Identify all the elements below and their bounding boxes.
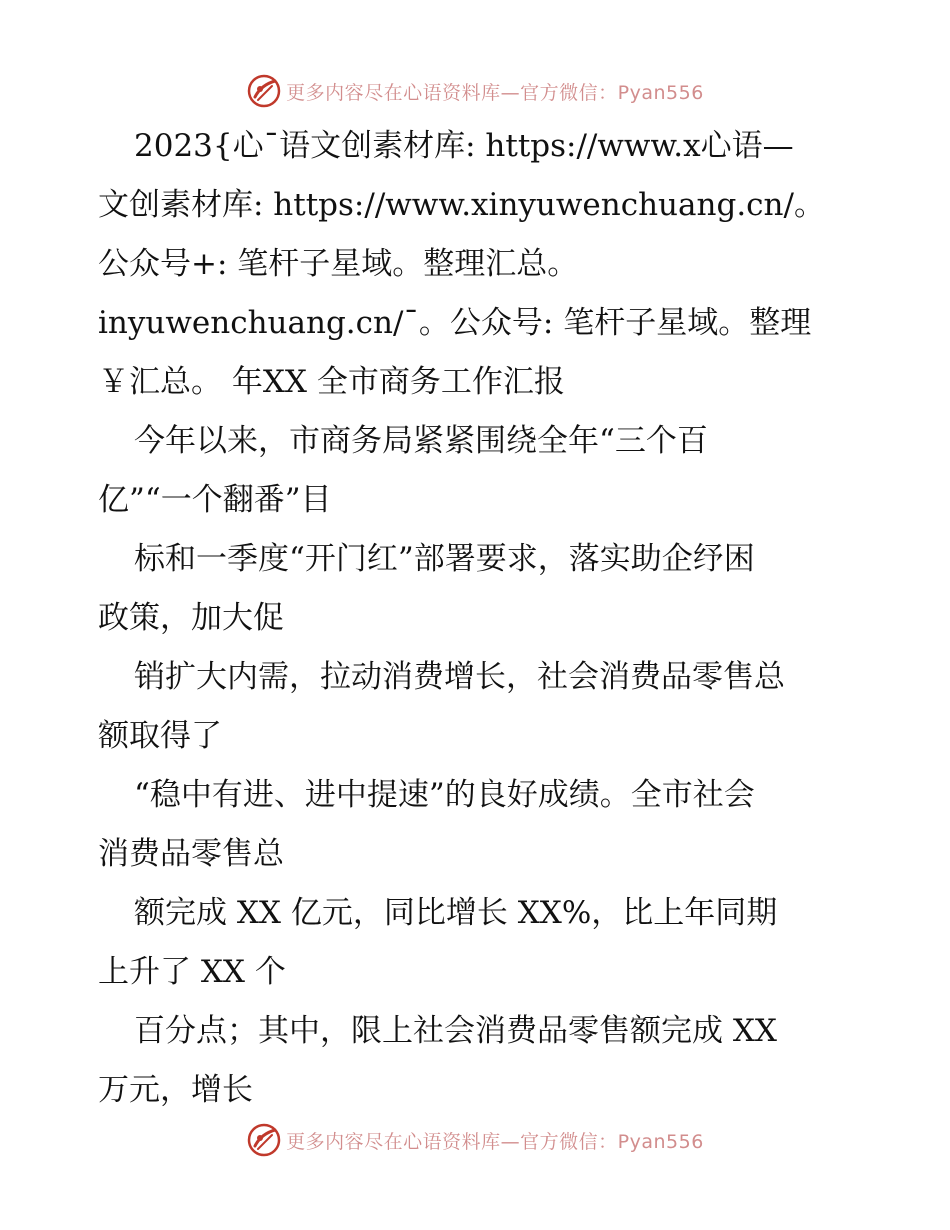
body-line: ￥汇总。 年XX 全市商务工作汇报 — [98, 364, 565, 400]
header-banner — [0, 71, 950, 111]
body-line: 文创素材库: https://www.xinyuwenchuang.cn/。 — [98, 187, 825, 223]
seal-logo-icon — [246, 73, 282, 109]
body-line: 亿”“一个翻番”目 — [98, 482, 332, 518]
body-line: 额取得了 — [98, 718, 222, 754]
body-line: 销扩大内需，拉动消费增长，社会消费品零售总 — [134, 659, 785, 695]
body-line: 消费品零售总 — [98, 836, 284, 872]
footer-wechat-text: —官方微信：Pyan556 — [500, 1130, 704, 1153]
seal-logo-icon — [246, 1122, 282, 1158]
body-line: 公众号+: 笔杆子星域。整理汇总。 — [98, 246, 579, 282]
body-line: 万元，增长 — [98, 1072, 253, 1108]
footer-banner-text — [286, 1127, 704, 1154]
body-line: 2023{心¯语文创素材库: https://www.x心语— — [134, 128, 794, 164]
header-wechat-text: —官方微信：Pyan556 — [500, 81, 704, 104]
body-line: 上升了 XX 个 — [98, 954, 286, 990]
body-line: inyuwenchuang.cn/¯。公众号: 笔杆子星域。整理 — [98, 305, 812, 341]
header-banner-text — [286, 78, 704, 105]
body-line: 今年以来，市商务局紧紧围绕全年“三个百 — [134, 423, 708, 459]
body-line: 百分点；其中，限上社会消费品零售额完成 XX — [134, 1013, 777, 1049]
footer-site-text: 更多内容尽在心语资料库 — [286, 1130, 501, 1153]
body-line: 标和一季度“开门红”部署要求，落实助企纾困 — [134, 541, 755, 577]
body-line: “稳中有进、进中提速”的良好成绩。全市社会 — [134, 777, 755, 813]
footer-banner — [0, 1120, 950, 1160]
document-body — [98, 117, 858, 1120]
body-line: 额完成 XX 亿元，同比增长 XX%，比上年同期 — [134, 895, 778, 931]
header-site-text: 更多内容尽在心语资料库 — [286, 81, 501, 104]
body-line: 政策，加大促 — [98, 600, 284, 636]
